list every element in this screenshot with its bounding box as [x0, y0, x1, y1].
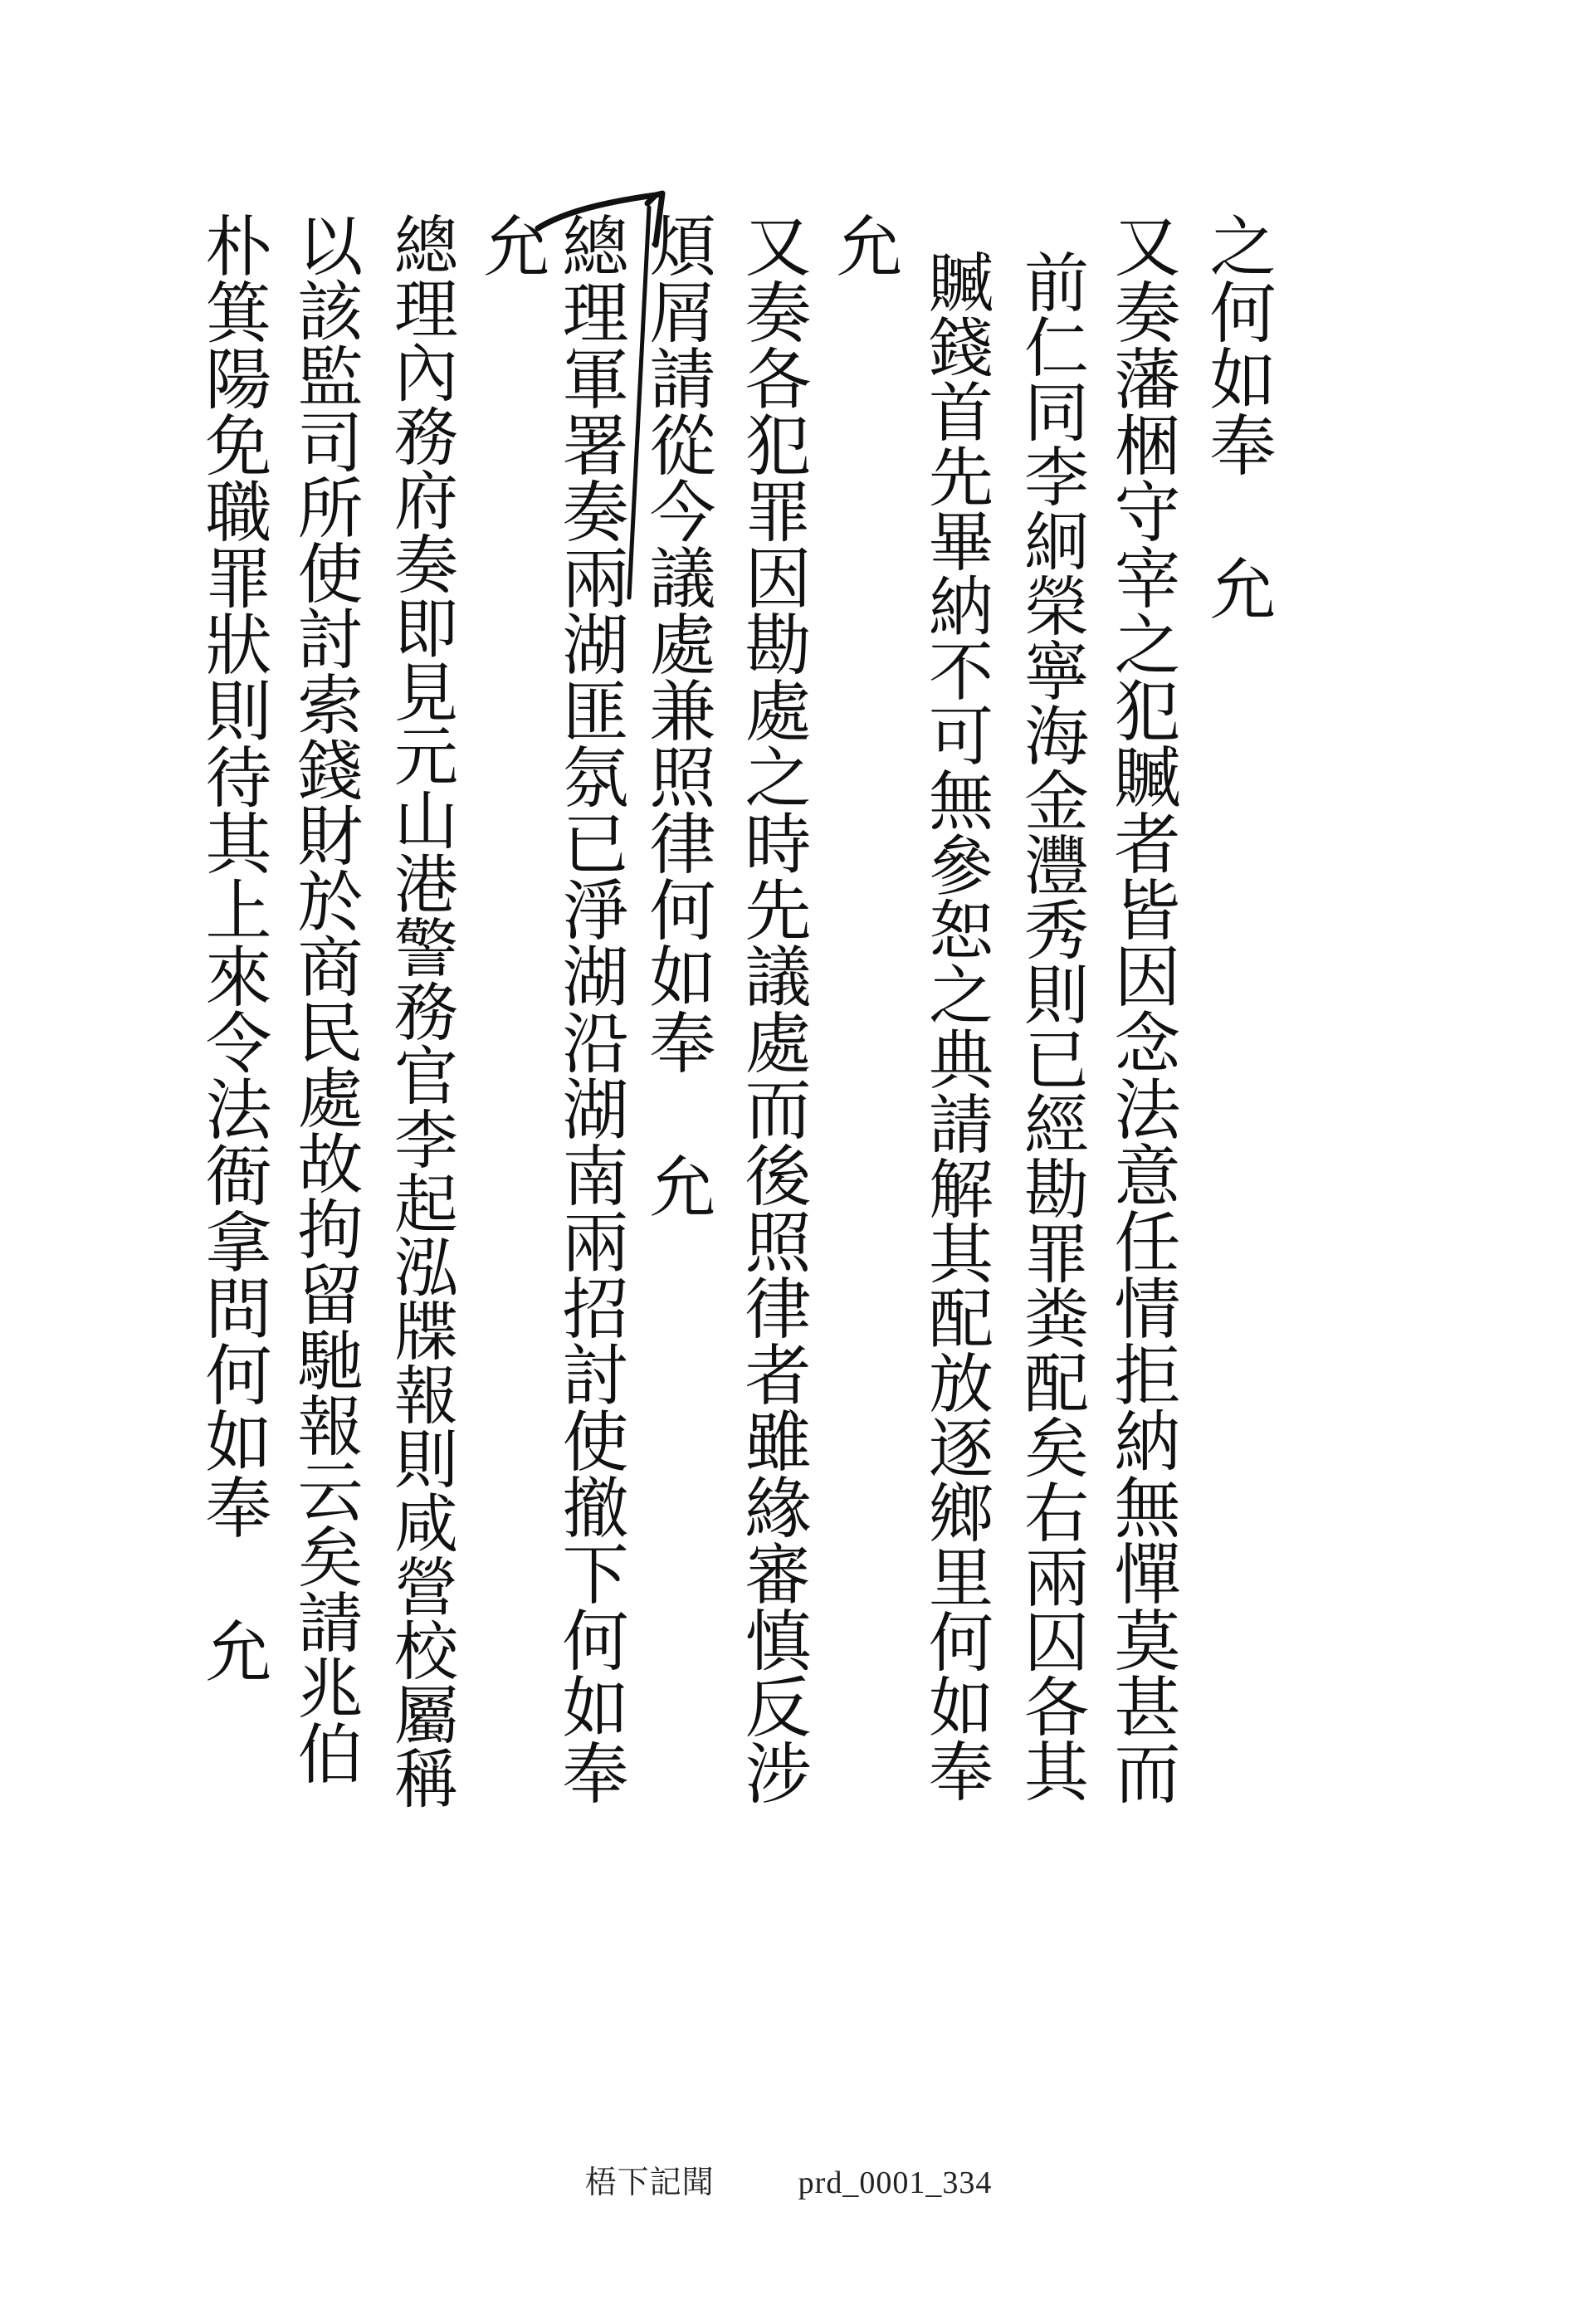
page-footer: [0, 2156, 1577, 2202]
page-identifier: prd_0001_334: [798, 2165, 993, 2200]
bracket-mark-icon: [531, 178, 672, 610]
text-column-7: 煩屑請從今議處兼照律何如奉 允: [638, 212, 715, 1218]
text-column-2: 又奏藩梱守宰之犯贓者皆因念法意任情拒納無憚莫甚而: [1103, 212, 1180, 1805]
text-column-1: 之何如奉 允: [1199, 212, 1276, 621]
text-column-9: 允: [472, 212, 549, 278]
text-column-11: 以該監司所使討索錢財於商民處故拘留馳報云矣請兆伯: [286, 212, 363, 1785]
text-column-3: 前仁同李絅榮寧海金灃秀則已經勘罪粪配矣右兩囚各其: [1013, 249, 1088, 1803]
text-column-12: 朴箕陽免職罪狀則待其上來令法衙拿問何如奉 允: [194, 212, 271, 1683]
text-column-6: 又奏各犯罪因勘處之時先議處而後照律者雖緣審慎反涉: [734, 212, 811, 1805]
text-column-10: 總理內務府奏即見元山港警務官李起泓牒報則咸營校屬稱: [383, 212, 457, 1809]
text-column-5: 允: [825, 212, 902, 278]
text-column-4: 贓錢首先畢納不可無參恕之典請解其配放逐鄉里何如奉: [918, 249, 993, 1803]
book-title: 梧下記聞: [584, 2165, 715, 2200]
text-column-8: 總理軍署奏兩湖匪氛已淨湖沿湖南兩招討使撤下何如奉: [551, 212, 628, 1805]
